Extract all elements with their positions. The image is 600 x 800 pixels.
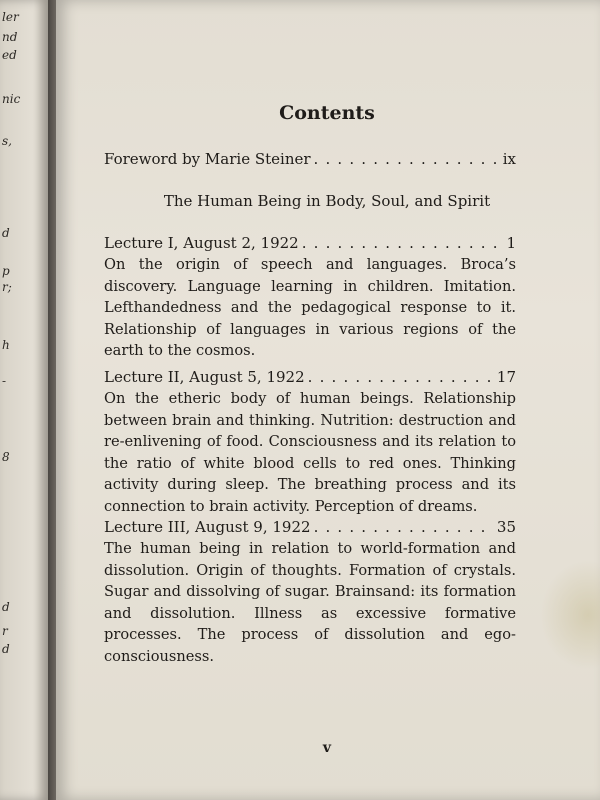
- margin-fragment: nd: [2, 30, 18, 44]
- contents-page: [56, 0, 600, 800]
- toc-entry-label: Lecture II, August 5, 1922: [104, 368, 305, 386]
- margin-fragment: -: [2, 374, 7, 388]
- page-title: Contents: [279, 102, 375, 124]
- margin-fragment: s,: [2, 134, 12, 148]
- toc-entry-label: Lecture III, August 9, 1922: [104, 518, 311, 536]
- margin-fragment: 8: [2, 450, 10, 464]
- leader-dots: [302, 234, 504, 252]
- previous-page-edge: [0, 0, 48, 800]
- margin-fragment: r: [2, 624, 8, 638]
- leader-dots: [308, 368, 494, 386]
- toc-entry-lecture-3: [104, 518, 516, 536]
- lecture-3-summary: The human being in relation to world-formation and dissolution. Origin of thoughts. Formation of crystals. Sugar and dissolving of sugar. Brainsand: its formation and dissolution. Illness as excessive formative processes. The process of dissolution and ego-consciousness.: [104, 540, 516, 665]
- paper-stain: [540, 560, 600, 670]
- lecture-1-summary: On the origin of speech and languages. Broca’s discovery. Language learning in children. Imitation. Lefthandedness and the pedagogical response to it. Relationship of languages in various regions of the earth to the cosmos.: [104, 256, 516, 359]
- toc-entry-lecture-1: [104, 234, 516, 252]
- leader-dots: [314, 150, 500, 168]
- page-number: v: [322, 740, 332, 756]
- lecture-2-summary: On the etheric body of human beings. Relationship between brain and thinking. Nutrition: destruction and re-enlivening of food. Consciousness and its relation to the ratio of white blood cells to red ones. Thinking activity during sleep. The breathing process and its connection to brain activity. Perception of dreams.: [104, 390, 516, 515]
- margin-fragment: d: [2, 600, 10, 614]
- margin-fragment: ler: [2, 10, 19, 24]
- toc-entry-lecture-2: [104, 368, 516, 386]
- toc-entry-page: ix: [502, 150, 516, 168]
- margin-fragment: r;: [2, 280, 12, 294]
- margin-fragment: d: [2, 642, 10, 656]
- margin-fragment: p: [2, 264, 10, 278]
- leader-dots: [314, 518, 494, 536]
- toc-entry-page: 35: [496, 518, 516, 536]
- toc-entry-label: Lecture I, August 2, 1922: [104, 234, 299, 252]
- margin-fragment: nic: [2, 92, 21, 106]
- toc-entry-page: 17: [496, 368, 516, 386]
- margin-fragment: ed: [2, 48, 17, 62]
- toc-entry-label: Foreword by Marie Steiner: [104, 150, 311, 168]
- toc-entry-foreword: [104, 150, 516, 168]
- margin-fragment: h: [2, 338, 10, 352]
- margin-fragment: d: [2, 226, 10, 240]
- section-title: The Human Being in Body, Soul, and Spirit: [163, 192, 491, 210]
- toc-entry-page: 1: [506, 234, 516, 252]
